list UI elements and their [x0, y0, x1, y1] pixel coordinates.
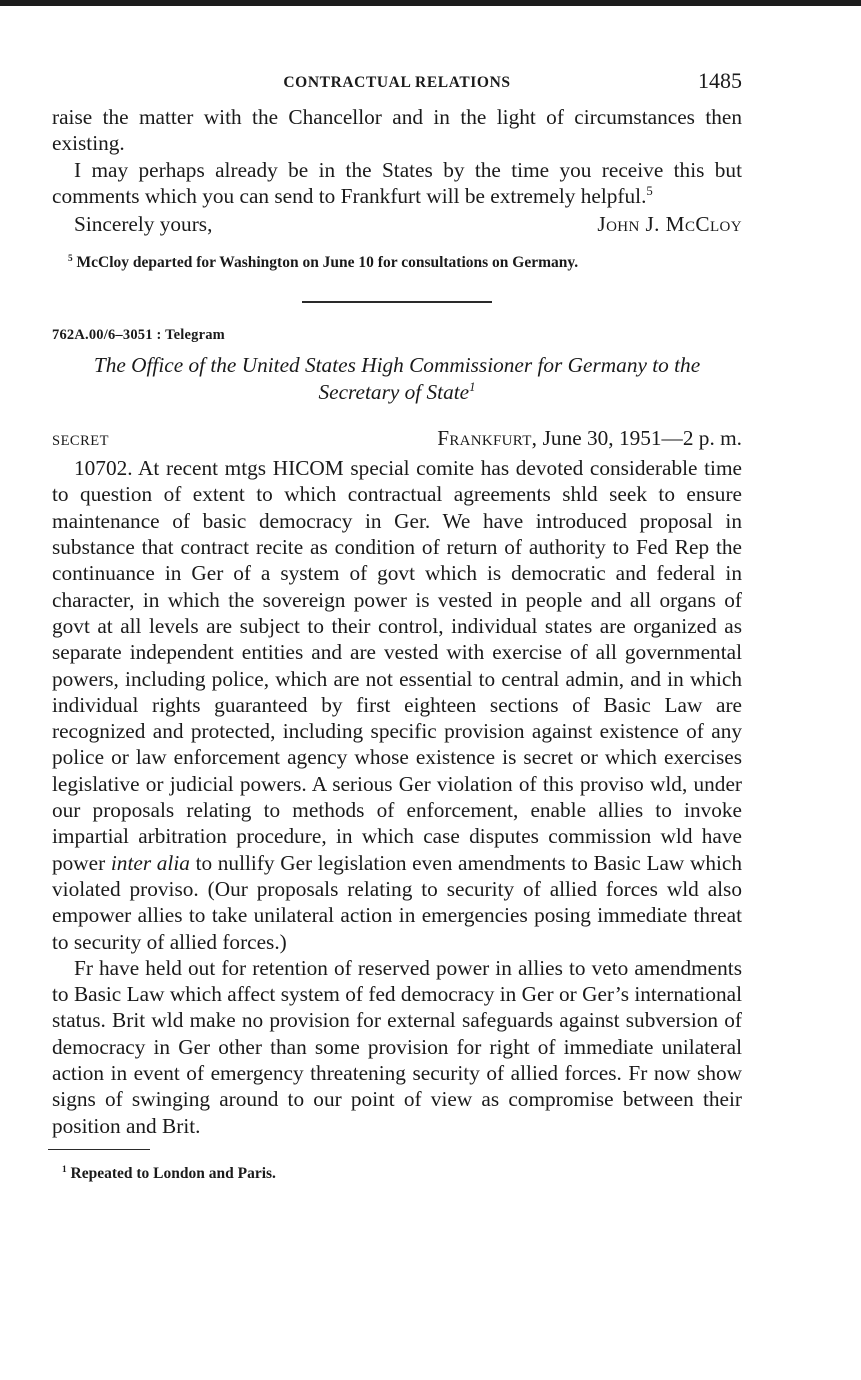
footnote-5-mark: 5	[68, 254, 73, 265]
place-name: Frankfurt,	[437, 426, 538, 451]
classification-label: SECRET	[52, 433, 109, 450]
letter-paragraph-1: raise the matter with the Chancellor and in the light of circumstances then existing.	[52, 105, 742, 156]
footnote-5	[52, 253, 742, 273]
signature: John J. McCloy	[597, 212, 742, 237]
document-title	[52, 352, 742, 405]
date-time: June 30, 1951—2 p. m.	[542, 426, 742, 451]
footnote-ref-5: 5	[646, 183, 653, 198]
telegram-paragraph-1-part-b: to nullify Ger legislation even amendments to Basic Law which violated proviso. (Our proposals relating to security of allied forces wld also empower allies to take unilateral action in emergencies posing immediate threat to security of allied forces.)	[52, 850, 743, 954]
section-divider	[302, 301, 492, 303]
footnote-5-text: McCloy departed for Washington on June 10 for consultations on Germany.	[76, 254, 579, 272]
telegram-paragraph-1-italic: inter alia	[110, 850, 190, 875]
footnote-1-text: Repeated to London and Paris.	[70, 1165, 276, 1183]
page-number: 1485	[698, 68, 742, 93]
footnote-1-mark: 1	[62, 1165, 67, 1176]
letter-paragraph-2	[52, 157, 742, 210]
telegram-paragraph-1	[52, 455, 742, 955]
place-date	[437, 425, 742, 451]
telegram-paragraph-1-part-a: 10702. At recent mtgs HICOM special comite has devoted considerable time to question of extent to which contractual agreements shld seek to ensure maintenance of basic democracy in Ger. We have introduced proposal in substance that contract recite as condition of return of authority to Fed Rep the continuance in Ger of a system of govt which is democratic and federal in character, in which the sovereign power is vested in people and all organs of govt at all levels are subject to their control, individual states are organized as separate independent entities and are vested with exercise of all governmental powers, including police, which are not essential to central admin, and in which individual rights guaranteed by first eighteen sections of Basic Law are recognized and protected, including specific provision against existence of any police or law enforcement agency whose existence is secret or which exercises legislative or judicial powers. A serious Ger violation of this proviso wld, under our proposals relating to methods of enforcement, enable allies to invoke impartial arbitration procedure, in which case disputes commission wld have power	[52, 456, 742, 875]
dateline	[52, 425, 742, 455]
running-header	[52, 64, 742, 104]
document-page	[52, 64, 742, 1184]
letter-paragraph-2-text: I may perhaps already be in the States by the time you receive this but comments which you can send to Frankfurt will be extremely helpful.	[52, 157, 742, 208]
footnote-rule	[48, 1149, 150, 1151]
footnote-1	[52, 1164, 742, 1184]
page-top-edge	[0, 0, 861, 6]
document-title-text: The Office of the United States High Commissioner for Germany to the Secretary of State	[93, 353, 701, 404]
letter-signoff	[52, 211, 742, 239]
telegram-paragraph-2: Fr have held out for retention of reserved power in allies to veto amendments to Basic Law which affect system of fed democracy in Ger or Ger’s international status. Brit wld make no provision for external safeguards against subversion of democracy in Ger other than some provision for right of immediate unilateral action in event of emergency threatening security of allied forces. Fr now show signs of swinging around to our point of view as compromise between their position and Brit.	[52, 955, 742, 1138]
closing-salutation: Sincerely yours,	[74, 212, 213, 237]
document-id: 762A.00/6–3051 : Telegram	[52, 327, 225, 344]
footnote-ref-1: 1	[469, 379, 476, 394]
running-title: CONTRACTUAL RELATIONS	[283, 74, 511, 91]
